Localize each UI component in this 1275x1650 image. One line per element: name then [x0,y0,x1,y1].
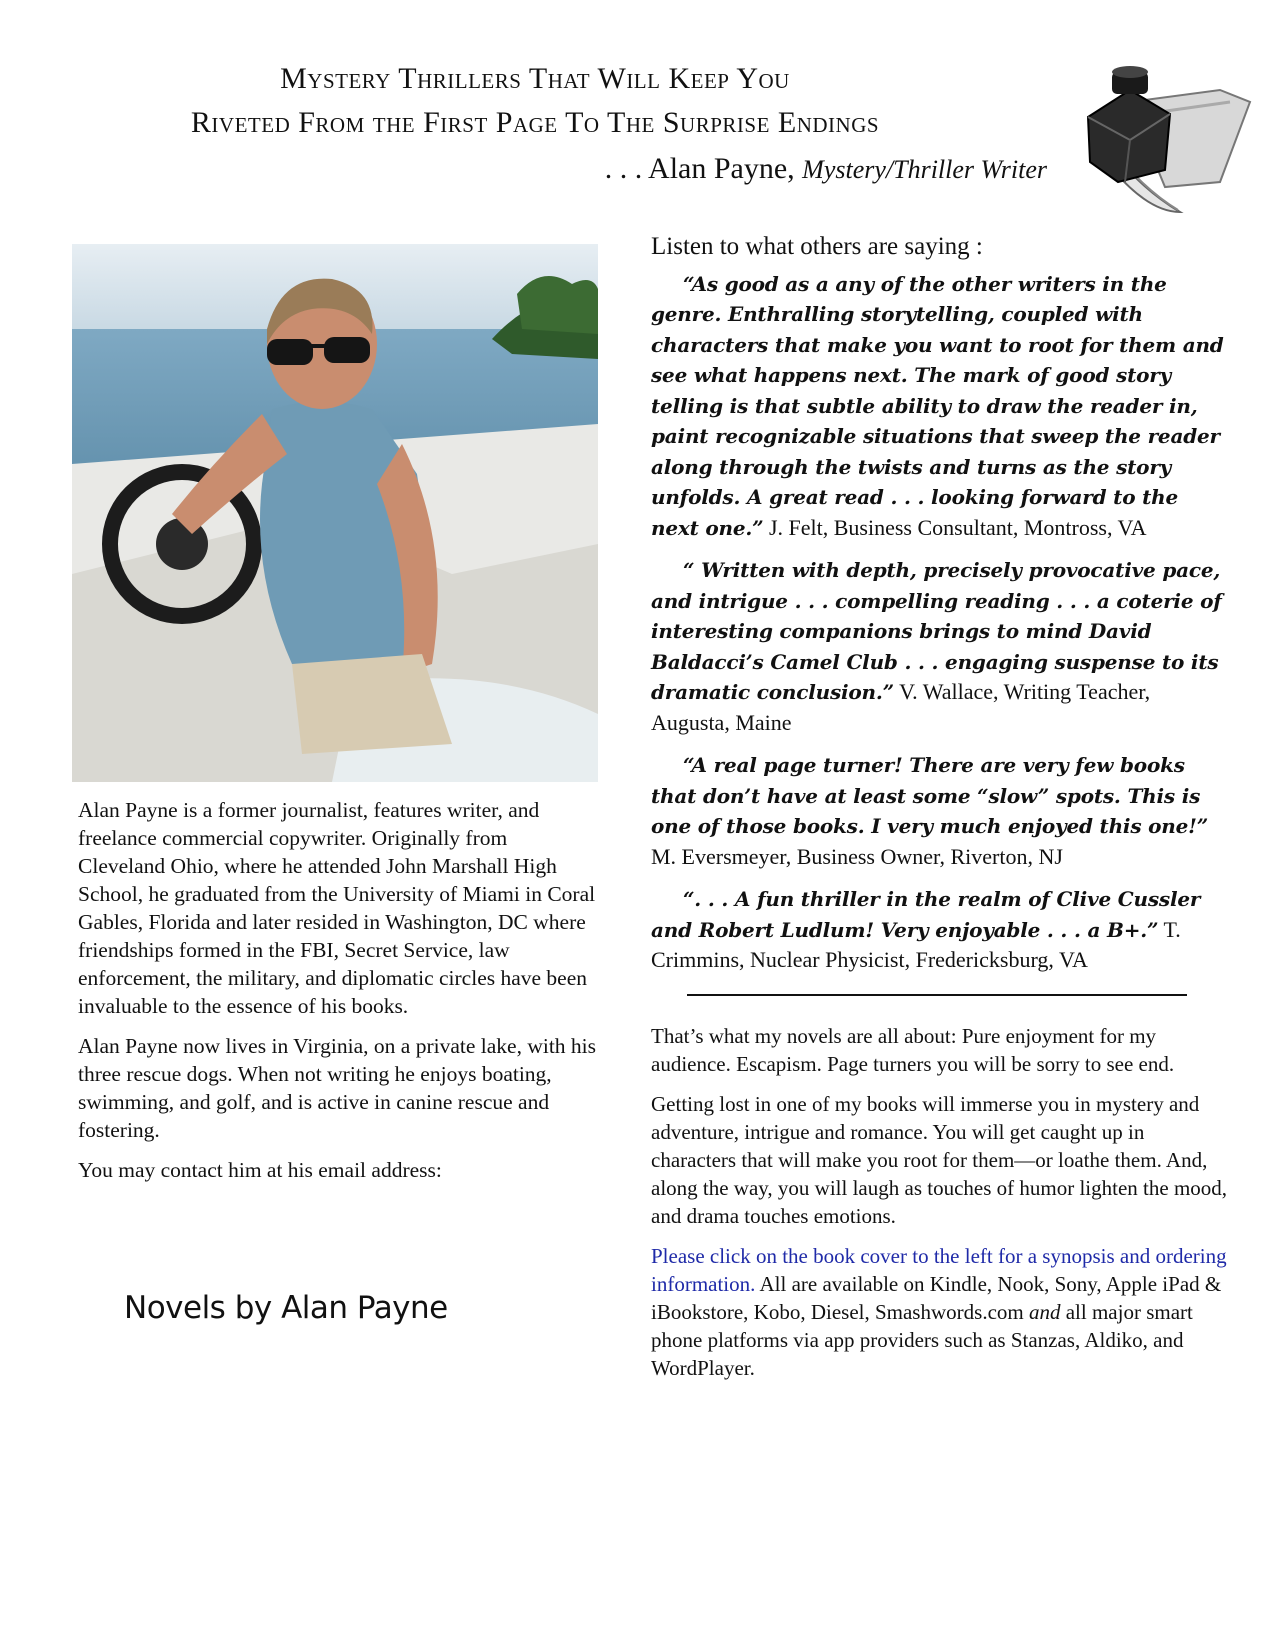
availability-text-2: all major smart phone platforms via app providers such as Stanzas, Aldiko, and WordPlayer. [651,1299,1193,1380]
testimonial-text: “ Written with depth, precisely provocative pace, and intrigue . . . compelling reading . . . a coterie of interesting companions brings to mind David Baldacci’s Camel Club . . . engaging suspense to its dramatic conclusion.” [651,558,1222,704]
testimonial-text: “A real page turner! There are very few books that don’t have at least some “slow” spots. This is one of those books. I very much enjoyed this one!” [651,753,1209,838]
testimonial [651,269,1231,544]
author-bio [78,796,598,1196]
testimonial-text: “. . . A fun thriller in the realm of Clive Cussler and Robert Ludlum! Very enjoyable . . . a B+.” [651,887,1201,942]
author-photo [72,244,598,782]
synopsis-link[interactable]: Please click on the book cover to the left for a synopsis and ordering information. [651,1243,1227,1296]
divider [687,994,1187,996]
page-title-line-1: Mystery Thrillers That Will Keep You [280,62,790,95]
testimonial-attribution: V. Wallace, Writing Teacher, Augusta, Maine [651,679,1151,735]
inkwell-quill-icon [1070,62,1255,222]
bio-paragraph: Alan Payne is a former journalist, features writer, and freelance commercial copywriter. Originally from Cleveland Ohio, where he attended John Marshall High School, he graduated from the University of Miami in Coral Gables, Florida and later resided in Washington, DC where friendships formed in the FBI, Secret Service, law enforcement, the military, and diplomatic circles have been invaluable to the essence of his books. [78,798,596,1018]
availability-text: All are available on Kindle, Nook, Sony, Apple iPad & iBookstore, Kobo, Diesel, Smashwords.com [651,1271,1222,1324]
testimonial [651,750,1231,872]
testimonial-attribution: J. Felt, Business Consultant, Montross, VA [768,514,1147,540]
contact-prompt: You may contact him at his email address: [78,1158,442,1182]
byline-name: . . . Alan Payne, [604,152,795,185]
testimonial-attribution: T. Crimmins, Nuclear Physicist, Fredericksburg, VA [651,916,1181,972]
closing-paragraph: That’s what my novels are all about: Pure enjoyment for my audience. Escapism. Page turners you will be sorry to see end. [651,1023,1175,1076]
testimonial [651,884,1231,976]
availability-and: and [1028,1299,1061,1324]
page-title-line-2: Riveted From the First Page To The Surprise Endings [190,106,880,139]
testimonial [651,555,1231,738]
testimonial-text: “As good as a any of the other writers in the genre. Enthralling storytelling, coupled with characters that make you want to root for them and see what happens next. The mark of good story telling is that subtle ability to draw the reader in, paint recognizable situations that sweep the reader along through the twists and turns as the story unfolds. A great read . . . looking forward to the next one.” [651,271,1224,540]
author-byline [605,152,1047,186]
testimonials-heading: Listen to what others are saying : [651,233,983,260]
availability-paragraph [651,1242,1231,1382]
testimonials-column [651,232,1231,1394]
byline-role: Mystery/Thriller Writer [802,155,1047,184]
closing-paragraph: Getting lost in one of my books will immerse you in mystery and adventure, intrigue and romance. You will get caught up in characters that will make you root for them—or loathe them. And, along the way, you will laugh as touches of humor lighten the mood, and drama touches emotions. [651,1091,1228,1228]
novels-heading: Novels by Alan Payne [124,1290,448,1326]
bio-paragraph: Alan Payne now lives in Virginia, on a private lake, with his three rescue dogs. When not writing he enjoys boating, swimming, and golf, and is active in canine rescue and fostering. [78,1034,597,1142]
testimonial-attribution: M. Eversmeyer, Business Owner, Riverton, NJ [651,843,1063,869]
